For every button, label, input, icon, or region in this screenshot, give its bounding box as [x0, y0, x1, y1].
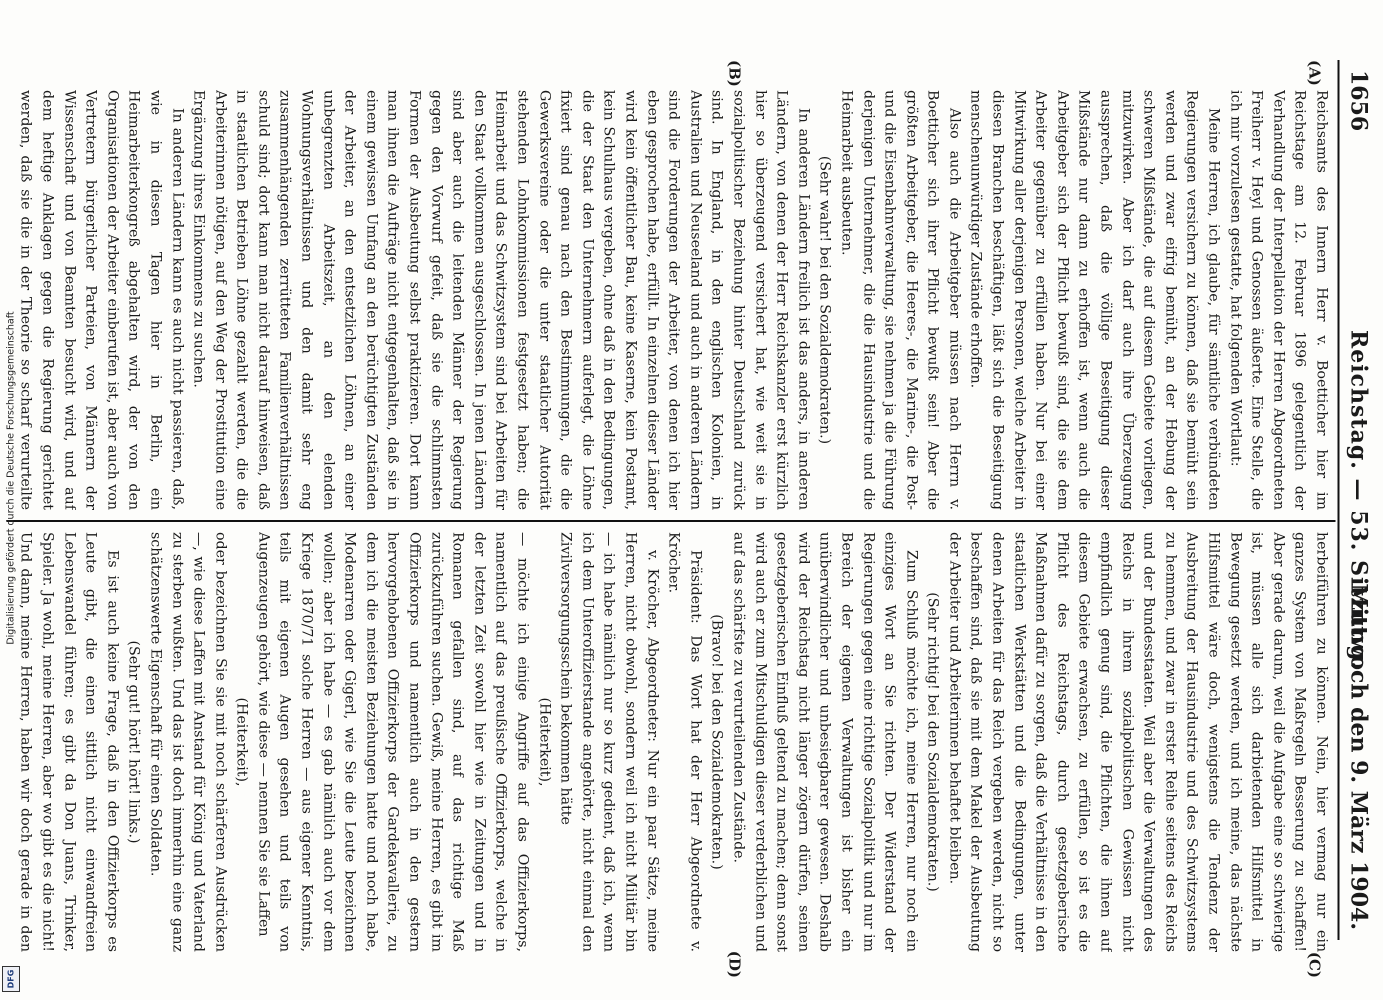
- column-divider: [6, 520, 1335, 522]
- paragraph: oder bezeichnen Sie sie mit noch schärferen Ausdrücken —, wie diese Laffen mit Anstand für König und Vaterland zu sterben wußten. Und das ist doch immerhin eine ganz schätzenswerte Eigenschaft für einen Soldaten.: [146, 532, 228, 952]
- paragraph: — möchte ich einige Angriffe auf das Offizierkorps, namentlich auf das preußische Offizierkorps, welche in der letzten Zeit sowohl hier wie in Zeitungen und in Romanen gefallen sind, auf das richtige Maß zurückzuführen suchen. Gewiß, meine Herren, es gibt im Offizierkorps und namentlich auch in den gestern hervorgehobenen Offizierkorps der Gardekavallerie, zu dem ich die meisten Beziehungen hatte und noch habe, Modenarren oder Gigerl, wie Sie die Leute bezeichnen wollen; aber ich habe — es gab nämlich auch vor dem Kriege 1870/71 solche Herren — aus eigener Kenntnis, teils mit eigenen Augen gesehen und teils von Augenzeugen gehört, wie diese — nennen Sie sie Laffen: [254, 532, 531, 952]
- digitization-credit: [0, 0, 22, 1000]
- right-text-column: [14, 532, 1331, 952]
- page-header: [1341, 60, 1375, 940]
- interjection: (Sehr wahr! bei den Sozialdemokraten.): [816, 155, 833, 445]
- speaker-paragraph: Präsident: Das Wort hat der Herr Abgeordnete v. Kröcher.: [665, 532, 703, 952]
- interjection: (Heiterkeit),: [233, 697, 250, 787]
- paragraph: Zum Schluß möchte ich, meine Herren, nur noch ein einziges Wort an Sie richten. Der Widerstand der Regierungen gegen eine richtige Sozialpolitik und nur im Bereich der eigenen Verwaltungen ist bisher ein unüberwindlicher und unbesiegbarer gewesen. Deshalb wird der Reichstag nicht länger zögern dürfen, seinen gesetzgeberischen Einfluß geltend zu machen; denn sonst wird auch er zum Mitschuldigen dieser verderblichen und auf das schärfste zu verurteilenden Zustände.: [729, 532, 919, 952]
- header-rule: [1337, 60, 1339, 940]
- dfg-logo-text: DFG: [6, 969, 16, 989]
- paragraph: In anderen Ländern freilich ist das anders, in anderen Ländern, von denen der Herr Reichskanzler erst kürzlich hier so überzeugend versichert hat, wie weit sie in sozialpolitischer Beziehung hinter Deutschland zurück sind. In England, in den englischen Kolonien, in Australien und Neuseeland und auch in anderen Ländern sind die Forderungen der Arbeiter, von denen ich hier eben gesprochen habe, erfüllt. In einzelnen dieser Länder wird kein öffentlicher Bau, keine Kaserne, kein Postamt, kein Schulhaus vergeben, ohne daß in den Bedingungen, die der Staat den Unternehmern auferlegt, die Löhne fixiert sind genau nach den Bestimmungen, die die Gewerksvereine oder die unter staatlicher Autorität stehenden Lohnkommissionen festgesetzt haben; die Heimarbeit und das Schwitzsystem sind bei Arbeiten für den Staat vollkommen ausgeschlossen. In jenen Ländern sind aber auch die leitenden Männer der Regierung gegen den Vorwurf gefeit, daß sie die schlimmsten Formen der Ausbeutung selbst praktizieren. Dort kann man ihnen die Aufträge nicht entgegenhalten, daß sie in einem gewissen Umfang an den berüchtigten Zuständen der Arbeiter, an den entsetzlichen Löhnen, an einer unbegrenzten Arbeitszeit, an den elenden Wohnungsverhältnissen und den damit sehr eng zusammenhängenden zerrütteten Familienverhältnissen schuld sind; dort kann man nicht darauf hinweisen, daß in staatlichen Betrieben Löhne gezahlt werden, die die Arbeiterinnen nötigen, auf den Weg der Prostitution eine Ergänzung ihres Einkommens zu suchen.: [190, 90, 811, 510]
- paragraph: Also auch die Arbeitgeber müssen nach Herrn v. Boetticher sich ihrer Pflicht bewußt sein! Aber die größten Arbeitgeber, die Heeres-, die Marine-, die Post- und die Eisenbahnverwaltung, sie nehmen ja die Führung derjenigen Unternehmer, die die Hausindustrie und die Heimarbeit ausbeuten.: [837, 90, 962, 510]
- margin-mark-a: (A): [1305, 60, 1323, 86]
- dfg-logo: [2, 966, 20, 992]
- margin-mark-c: (C): [1305, 951, 1323, 978]
- margin-mark-b: (B): [725, 60, 743, 87]
- left-text-column: [14, 90, 1331, 510]
- interjection: (Heiterkeit),: [535, 697, 552, 787]
- interjection: (Sehr richtig! bei den Sozialdemokraten.): [924, 592, 941, 892]
- interjection: (Sehr gut! hört! hört! links.): [125, 640, 142, 844]
- paragraph: Reichsamts des Innern Herr v. Boetticher hier im Reichstage am 12. Februar 1896 gelegentlich der Verhandlung der Interpellation der Herren Abgeordneten Freiherr v. Heyl und Genossen äußerte. Eine Stelle, die ich mir vorzulesen gestatte, hat folgenden Wortlaut:: [1226, 90, 1329, 510]
- page-number: 1656: [1345, 70, 1371, 132]
- paragraph: In anderen Ländern kann es auch nicht passieren, daß, wie in diesen Tagen hier in Berlin, ein Heimarbeiterkongreß abgehalten wird, der von den Organisationen der Arbeiter einberufen ist, aber auch von Vertretern bürgerlicher Parteien, von Männern der Wissenschaft und von Beamten besucht wird, und auf dem heftige Anklagen gegen die Regierung gerichtet werden, daß sie die in der Theorie so scharf verurteilte: [17, 90, 185, 510]
- quoted-paragraph: Meine Herren, ich glaube, für sämtliche verbündeten Regierungen versichern zu können, daß sie bemüht sein werden und zwar eifrig bemüht, an der Hebung der schweren Mißstände, die auf diesem Gebiete vorliegen, mitzuwirken. Aber ich darf auch ihre Überzeugung aussprechen, daß die völlige Beseitigung dieser Mißstände nur dann zu erhoffen ist, wenn auch die Arbeitgeber sich der Pflicht bewußt sind, die sie dem Arbeiter gegenüber zu erfüllen haben. Nur bei einer Mitwirkung aller derjenigen Personen, welche Arbeiter in diesen Branchen beschäftigen, läßt sich die Beseitigung menschenunwürdiger Zustände erhoffen.: [967, 90, 1222, 510]
- credit-text: Digitalisierung gefördert durch die Deutsche Forschungsgemeinschaft: [5, 311, 17, 645]
- margin-mark-d: (D): [725, 950, 743, 978]
- session-date: Mittwoch den 9. März 1904.: [1345, 583, 1371, 930]
- paragraph: herbeiführen zu können. Nein, hier vermag nur ein ganzes System von Maßregeln Besserung zu schaffen! Aber gerade darum, weil die Aufgabe eine so schwierige ist, müssen alle sich darbietenden Hilfsmittel in Bewegung gesetzt werden, und ich meine, das nächste Hilfsmittel wäre doch, wenigstens die Tendenz der Ausbreitung der Hausindustrie und des Schwitzsystems zu hemmen, und zwar in erster Reihe seitens des Reichs und der Bundesstaaten. Weil aber die Verwaltungen des Reichs in ihrem sozialpolitischen Gewissen nicht empfindlich genug sind, die Pflichten, die ihnen auf diesem Gebiete erwachsen, zu erfüllen, so ist es die Pflicht des Reichstags, durch gesetzgeberische Maßnahmen dafür zu sorgen, daß die Verhältnisse in den staatlichen Werkstätten und die Bedingungen, unter denen Arbeiten für das Reich vergeben werden, nicht so beschaffen sind, daß sie mit dem Makel der Ausbeutung der Arbeiter und Arbeiterinnen behaftet bleiben.: [945, 532, 1329, 952]
- speaker-paragraph: v. Kröcher, Abgeordneter: Nur ein paar Sätze, meine Herren, nicht obwohl, sondern weil ich nicht Militär bin — ich habe nämlich nur so kurz gedient, daß ich, wenn ich dem Unteroffizierstande angehörte, nicht einmal den Zivilversorgungsschein bekommen hätte: [557, 532, 660, 952]
- paragraph: Es ist auch keine Frage, daß in den Offizierkorps es Leute gibt, die einen sittlich nicht einwandfreien Lebenswandel führen; es gibt da Don Juans, Trinker, Spieler. Ja wohl, meine Herren, aber wo gibt es die nicht! Und dann, meine Herren, haben wir doch gerade in den: [17, 532, 120, 952]
- running-title: Reichstag. — 53. Sitzung.: [1345, 330, 1371, 671]
- interjection: (Bravo! bei den Sozialdemokraten.): [708, 614, 725, 870]
